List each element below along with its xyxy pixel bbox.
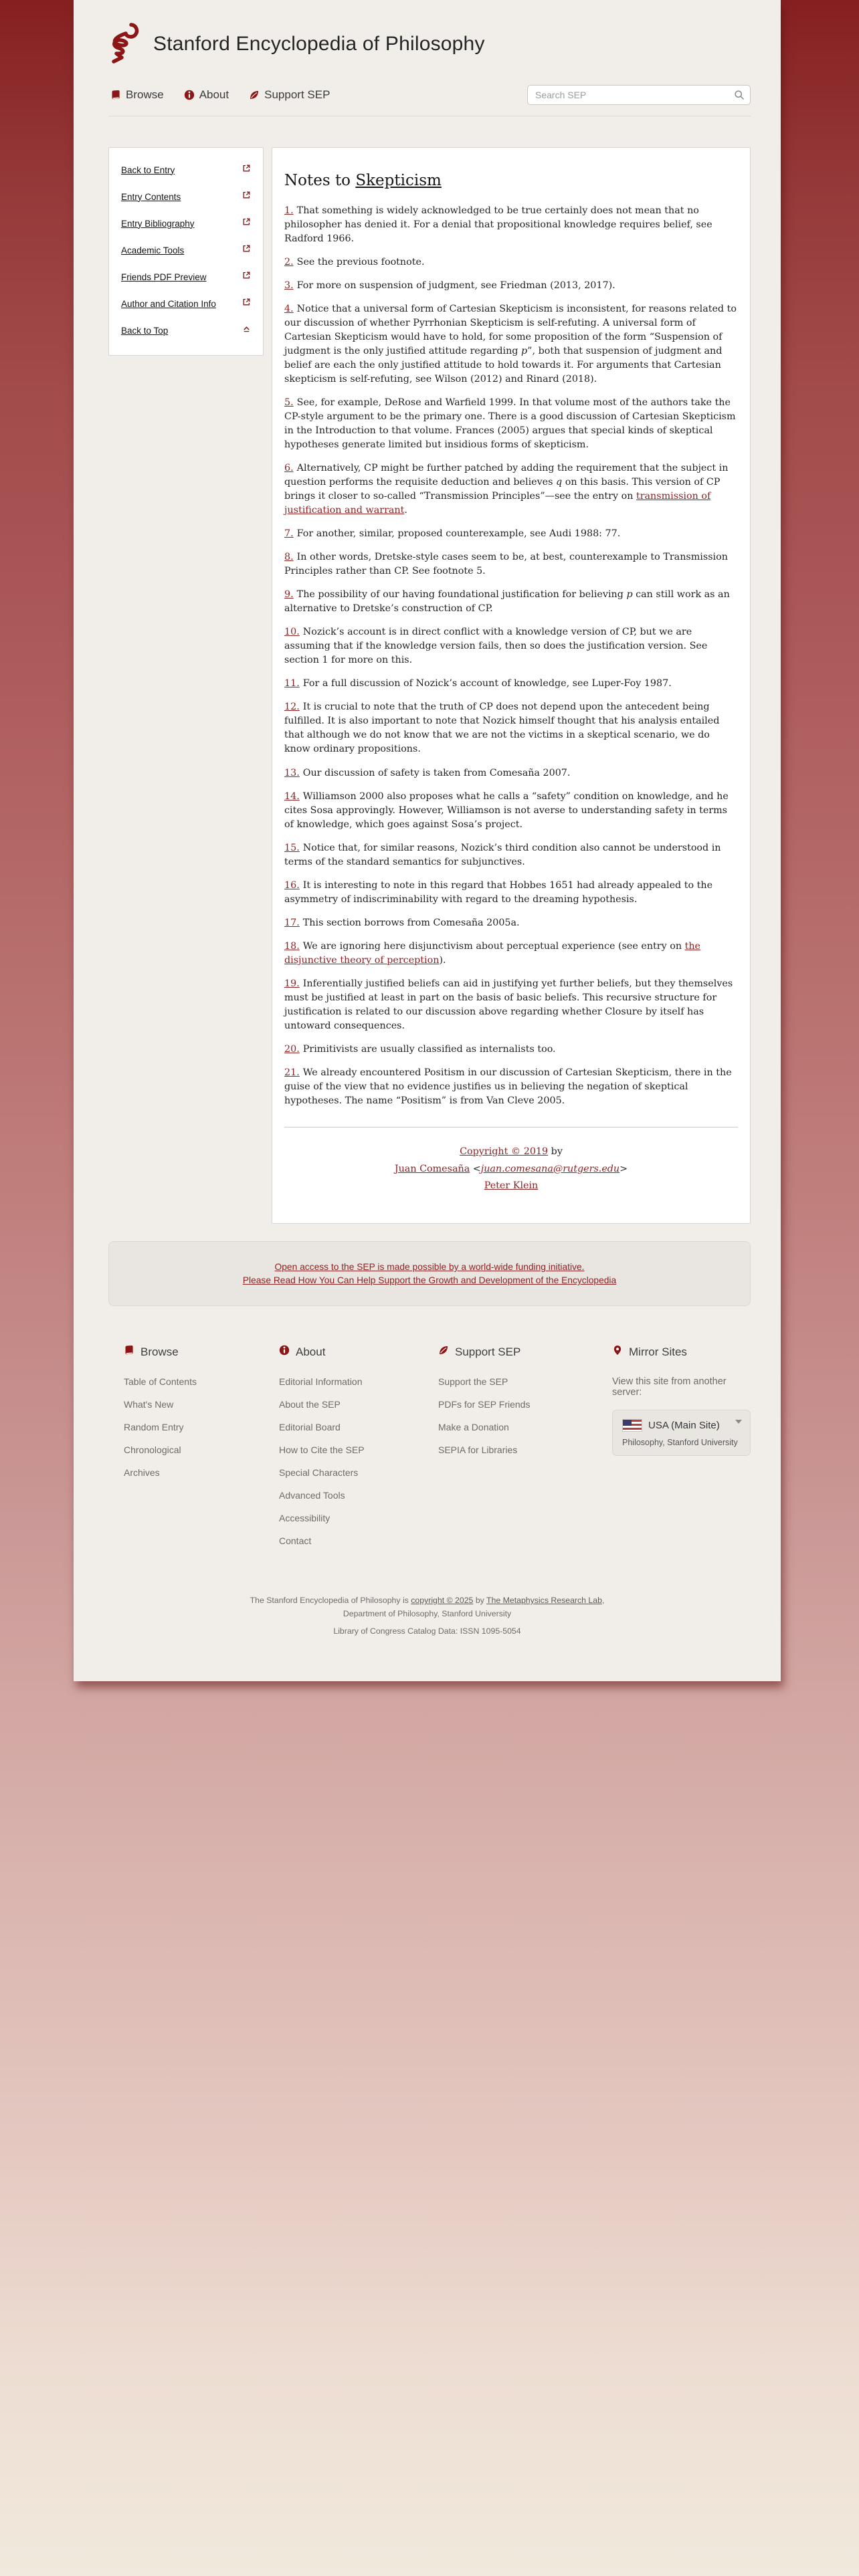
note-text: The possibility of our having foundational justification for believing p can still work as an alternative to Dretske’s construction of CP. [284,589,730,615]
footer-legal [74,1594,781,1638]
footer-link-make-a-donation[interactable]: Make a Donation [438,1422,509,1432]
note-text: For a full discussion of Nozick’s account of knowledge, see Luper-Foy 1987. [302,678,672,689]
note-text: We already encountered Positism in our discussion of Cartesian Skepticism, there in the guise of the view that no evidence justifies us in believing the negation of skeptical hypotheses. The name “Positism” is from Van Cleve 2005. [284,1067,732,1106]
note-number-link[interactable]: 12. [284,702,300,713]
note-number-link[interactable]: 18. [284,940,300,952]
legal-text: , [601,1596,605,1605]
inline-entry-link[interactable]: transmission of justification and warrant [284,491,711,516]
footer-link-accessibility[interactable]: Accessibility [279,1513,330,1523]
site-footer [74,1306,781,1558]
sidebar-item-entry-contents[interactable] [121,191,251,203]
footer-link-random-entry[interactable]: Random Entry [124,1422,184,1432]
mirror-selected-desc: Philosophy, Stanford University [622,1438,738,1447]
note-number-link[interactable]: 13. [284,767,300,778]
note-text: It is interesting to note in this regard that Hobbes 1651 had already appealed to the asymmetry of indiscriminability with regard to the dreaming hypothesis. [284,879,713,905]
copyright-divider [284,1127,738,1128]
note-text: It is crucial to note that the truth of CP does not depend upon the antecedent being fulfilled. It is also important to note that Nozick himself thought that his analysis entailed that although we do not know that we are not the victims in a skeptical scenario, we do know ordinary propositions. [284,702,720,755]
footer-browse-heading [124,1345,279,1359]
site-title: Stanford Encyclopedia of Philosophy [153,32,485,55]
sidebar-item-friends-pdf-preview[interactable] [121,271,251,283]
author-email-link[interactable]: juan.comesana@rutgers.edu [480,1163,620,1174]
note-item [284,1066,738,1108]
note-text: That something is widely acknowledged to be true certainly does not mean that no philosopher has denied it. For a denial that propositional knowledge requires belief, see Radford 1966. [284,205,712,245]
entry-title-link[interactable]: Skepticism [355,172,442,189]
chevron-up-icon [242,324,251,336]
funding-support-link[interactable]: Please Read How You Can Help Support the Growth and Development of the Encyclopedia [242,1275,617,1285]
email-bracket-open: < [470,1163,481,1174]
footer-heading-label: Browse [140,1345,179,1358]
note-text: This section borrows from Comesaña 2005a. [302,917,520,928]
page-title [284,172,738,189]
footer-link-support-the-sep[interactable]: Support the SEP [438,1376,508,1387]
nav-browse[interactable] [110,88,164,102]
footer-metaphysics-lab-link[interactable]: The Metaphysics Research Lab [486,1596,602,1605]
external-link-icon [242,191,251,203]
external-link-icon [242,217,251,229]
note-number-link[interactable]: 17. [284,917,300,928]
content-area [74,116,781,1224]
footer-link-about-the-sep[interactable]: About the SEP [279,1399,341,1410]
note-number-link[interactable]: 19. [284,978,300,989]
book-icon [124,1345,134,1359]
notes-main-panel [272,147,751,1224]
copyright-line-1 [284,1144,738,1161]
nav-about-label: About [199,88,229,101]
sidebar-item-back-to-entry[interactable] [121,164,251,176]
footer-heading-label: Mirror Sites [629,1345,687,1358]
author-link-peter-klein[interactable]: Peter Klein [484,1180,539,1192]
entry-sidebar [108,147,264,356]
note-number-link[interactable]: 16. [284,879,300,891]
note-number-link[interactable]: 20. [284,1043,300,1055]
note-item [284,916,738,930]
external-link-icon [242,298,251,310]
footer-link-advanced-tools[interactable]: Advanced Tools [279,1490,345,1501]
funding-initiative-link[interactable]: Open access to the SEP is made possible by a world-wide funding initiative. [274,1262,585,1272]
note-number-link[interactable]: 2. [284,257,294,268]
footer-column-about [279,1345,438,1558]
note-item [284,302,738,387]
note-item [284,766,738,780]
footer-heading-label: About [296,1345,326,1358]
note-item [284,977,738,1033]
note-item [284,700,738,756]
footer-about-heading [279,1345,438,1359]
nav-support-label: Support SEP [264,88,330,101]
note-item [284,879,738,907]
note-number-link[interactable]: 3. [284,280,294,292]
footer-support-heading [438,1345,612,1359]
footer-link-contact[interactable]: Contact [279,1535,312,1546]
footer-legal-line-1 [74,1594,781,1608]
note-item [284,255,738,270]
sidebar-item-author-citation-info[interactable] [121,298,251,310]
footer-link-special-characters[interactable]: Special Characters [279,1467,359,1478]
note-text: See, for example, DeRose and Warfield 1999. In that volume most of the authors take the CP-style argument to be the primary one. There is a good discussion of Cartesian Skepticism in the Introduction to that volume. Frances (2005) argues that special kinds of skeptical hypotheses generate limited but insidious forms of skepticism. [284,397,736,451]
author-link-juan-comesana[interactable]: Juan Comesaña [394,1163,470,1174]
footer-link-editorial-board[interactable]: Editorial Board [279,1422,341,1432]
legal-text: The Stanford Encyclopedia of Philosophy is [250,1596,411,1605]
footer-link-whats-new[interactable]: What's New [124,1399,174,1410]
note-number-link[interactable]: 11. [284,678,300,689]
note-text: Nozick’s account is in direct conflict with a knowledge version of CP, but we are assuming that if the knowledge version fails, then so does the justification version. See section 1 for more on this. [284,627,708,666]
site-header [74,0,781,68]
note-number-link[interactable]: 10. [284,627,300,638]
footer-support-links [438,1376,612,1457]
note-text: We are ignoring here disjunctivism about perceptual experience (see entry on the disjunctive theory of perception). [284,940,701,966]
footer-copyright-link[interactable]: copyright © 2025 [411,1596,474,1605]
info-icon [184,90,195,100]
note-text: Alternatively, CP might be further patched by adding the requirement that the subject in question performs the requisite deduction and believes q on this basis. This version of CP brings it closer to so-called “Transmission Principles”—see the entry on transmission of justification and warrant. [284,463,729,516]
copyright-line-2 [284,1161,738,1178]
sidebar-link[interactable]: Entry Bibliography [121,218,195,229]
footer-link-archives[interactable]: Archives [124,1467,160,1478]
note-item [284,625,738,667]
map-marker-icon [612,1345,623,1359]
copyright-block [284,1144,738,1195]
search-input[interactable] [527,85,751,105]
note-text: Notice that a universal form of Cartesian Skepticism is inconsistent, for reasons related to our discussion of whether Pyrrhonian Skepticism is self-refuting. A universal form of Cartesian Skepticism would have to hold, for some proposition of the form “Suspension of judgment is the only justified attitude regarding p”, both that suspension of judgment and belief are each the only justified attitude to hold towards it. For arguments that Cartesian skepticism is self-refuting, see Wilson (2012) and Rinard (2018). [284,304,737,385]
note-item [284,527,738,541]
note-number-link[interactable]: 5. [284,397,294,409]
footer-browse-links [124,1376,279,1479]
copyright-by: by [548,1146,563,1157]
nav-items [110,88,330,102]
sidebar-item-back-to-top[interactable] [121,324,251,336]
sidebar-link[interactable]: Friends PDF Preview [121,272,207,282]
external-link-icon [242,164,251,176]
sidebar-link[interactable]: Author and Citation Info [121,298,216,309]
note-item [284,204,738,246]
note-number-link[interactable]: 4. [284,304,294,315]
note-item [284,396,738,452]
note-number-link[interactable]: 14. [284,790,300,802]
note-item [284,790,738,832]
mirror-site-selector[interactable] [612,1410,751,1456]
primary-nav [110,85,751,105]
note-text: Our discussion of safety is taken from Comesaña 2007. [302,767,571,778]
sidebar-link[interactable]: Back to Entry [121,165,175,175]
page-title-prefix: Notes to [284,172,356,189]
footer-column-browse [124,1345,279,1558]
note-text: Primitivists are usually classified as internalists too. [302,1043,556,1055]
external-link-icon [242,244,251,256]
sidebar-link[interactable]: Academic Tools [121,245,185,255]
note-item [284,588,738,616]
funding-banner [108,1241,751,1306]
footer-legal-line-2: Department of Philosophy, Stanford University [343,1608,512,1618]
copyright-year-link[interactable]: Copyright © 2019 [460,1146,549,1157]
footer-link-how-to-cite[interactable]: How to Cite the SEP [279,1444,365,1455]
note-item [284,841,738,869]
note-number-link[interactable]: 1. [284,205,294,216]
note-text: For another, similar, proposed counterexample, see Audi 1988: 77. [296,528,621,540]
note-text: Inferentially justified beliefs can aid in justifying yet further beliefs, but they themselves must be justified at least in part on the basis of basic beliefs. This recursive structure for justification is related to our discussion above regarding whether Closure by itself has untoward consequences. [284,978,733,1031]
note-item [284,279,738,293]
note-text: Notice that, for similar reasons, Nozick’s third condition also cannot be understood in terms of the standard semantics for subjunctives. [284,842,721,867]
footer-heading-label: Support SEP [455,1345,521,1358]
external-link-icon [242,271,251,283]
email-bracket-close: > [619,1163,628,1174]
note-item [284,461,738,518]
note-text: In other words, Dretske-style cases seem to be, at best, counterexample to Transmission Principles rather than CP. See footnote 5. [284,552,728,577]
usa-flag-icon [622,1419,642,1432]
note-number-link[interactable]: 7. [284,528,294,540]
footer-link-pdfs-for-friends[interactable]: PDFs for SEP Friends [438,1399,531,1410]
sep-thinker-logo-icon [107,20,143,68]
note-number-link[interactable]: 21. [284,1067,300,1078]
footer-about-links [279,1376,438,1547]
note-number-link[interactable]: 8. [284,552,294,563]
note-number-link[interactable]: 6. [284,463,294,474]
legal-text: by [473,1596,487,1605]
inline-entry-link[interactable]: the disjunctive theory of perception [284,940,701,966]
copyright-line-3 [284,1178,738,1195]
mirror-selected-name: USA (Main Site) [648,1420,720,1431]
sidebar-item-entry-bibliography[interactable] [121,217,251,229]
note-item [284,1043,738,1057]
note-item [284,940,738,968]
footer-issn-line: Library of Congress Catalog Data: ISSN 1095-5054 [333,1626,521,1636]
mirror-sites-intro: View this site from another server: [612,1376,727,1398]
nav-browse-label: Browse [126,88,164,101]
nav-about[interactable] [184,88,229,102]
footer-link-editorial-information[interactable]: Editorial Information [279,1376,363,1387]
note-number-link[interactable]: 9. [284,589,294,601]
info-icon [279,1345,290,1359]
page-card [74,0,781,1681]
note-item [284,677,738,691]
footer-link-table-of-contents[interactable]: Table of Contents [124,1376,197,1387]
note-text: See the previous footnote. [296,257,425,268]
sidebar-link[interactable]: Entry Contents [121,191,181,202]
leaf-icon [249,90,260,100]
chevron-down-icon [735,1420,742,1424]
nav-support-sep[interactable] [249,88,330,102]
footer-column-mirror-sites [612,1345,751,1558]
note-number-link[interactable]: 15. [284,842,300,853]
note-text: Williamson 2000 also proposes what he calls a “safety” condition on knowledge, and he cites Sosa approvingly. However, Williamson is not averse to understanding safety in terms of knowledge, which goes against Sosa’s project. [284,790,729,830]
sidebar-item-academic-tools[interactable] [121,244,251,256]
sidebar-link[interactable]: Back to Top [121,325,169,336]
search-icon [734,90,745,104]
footer-mirror-heading [612,1345,751,1359]
footer-link-chronological[interactable]: Chronological [124,1444,181,1455]
book-icon [110,90,121,100]
footer-link-sepia-for-libraries[interactable]: SEPIA for Libraries [438,1444,518,1455]
search-area [527,85,751,105]
note-text: For more on suspension of judgment, see Friedman (2013, 2017). [296,280,615,292]
leaf-icon [438,1345,449,1359]
note-item [284,550,738,578]
footer-column-support [438,1345,612,1558]
